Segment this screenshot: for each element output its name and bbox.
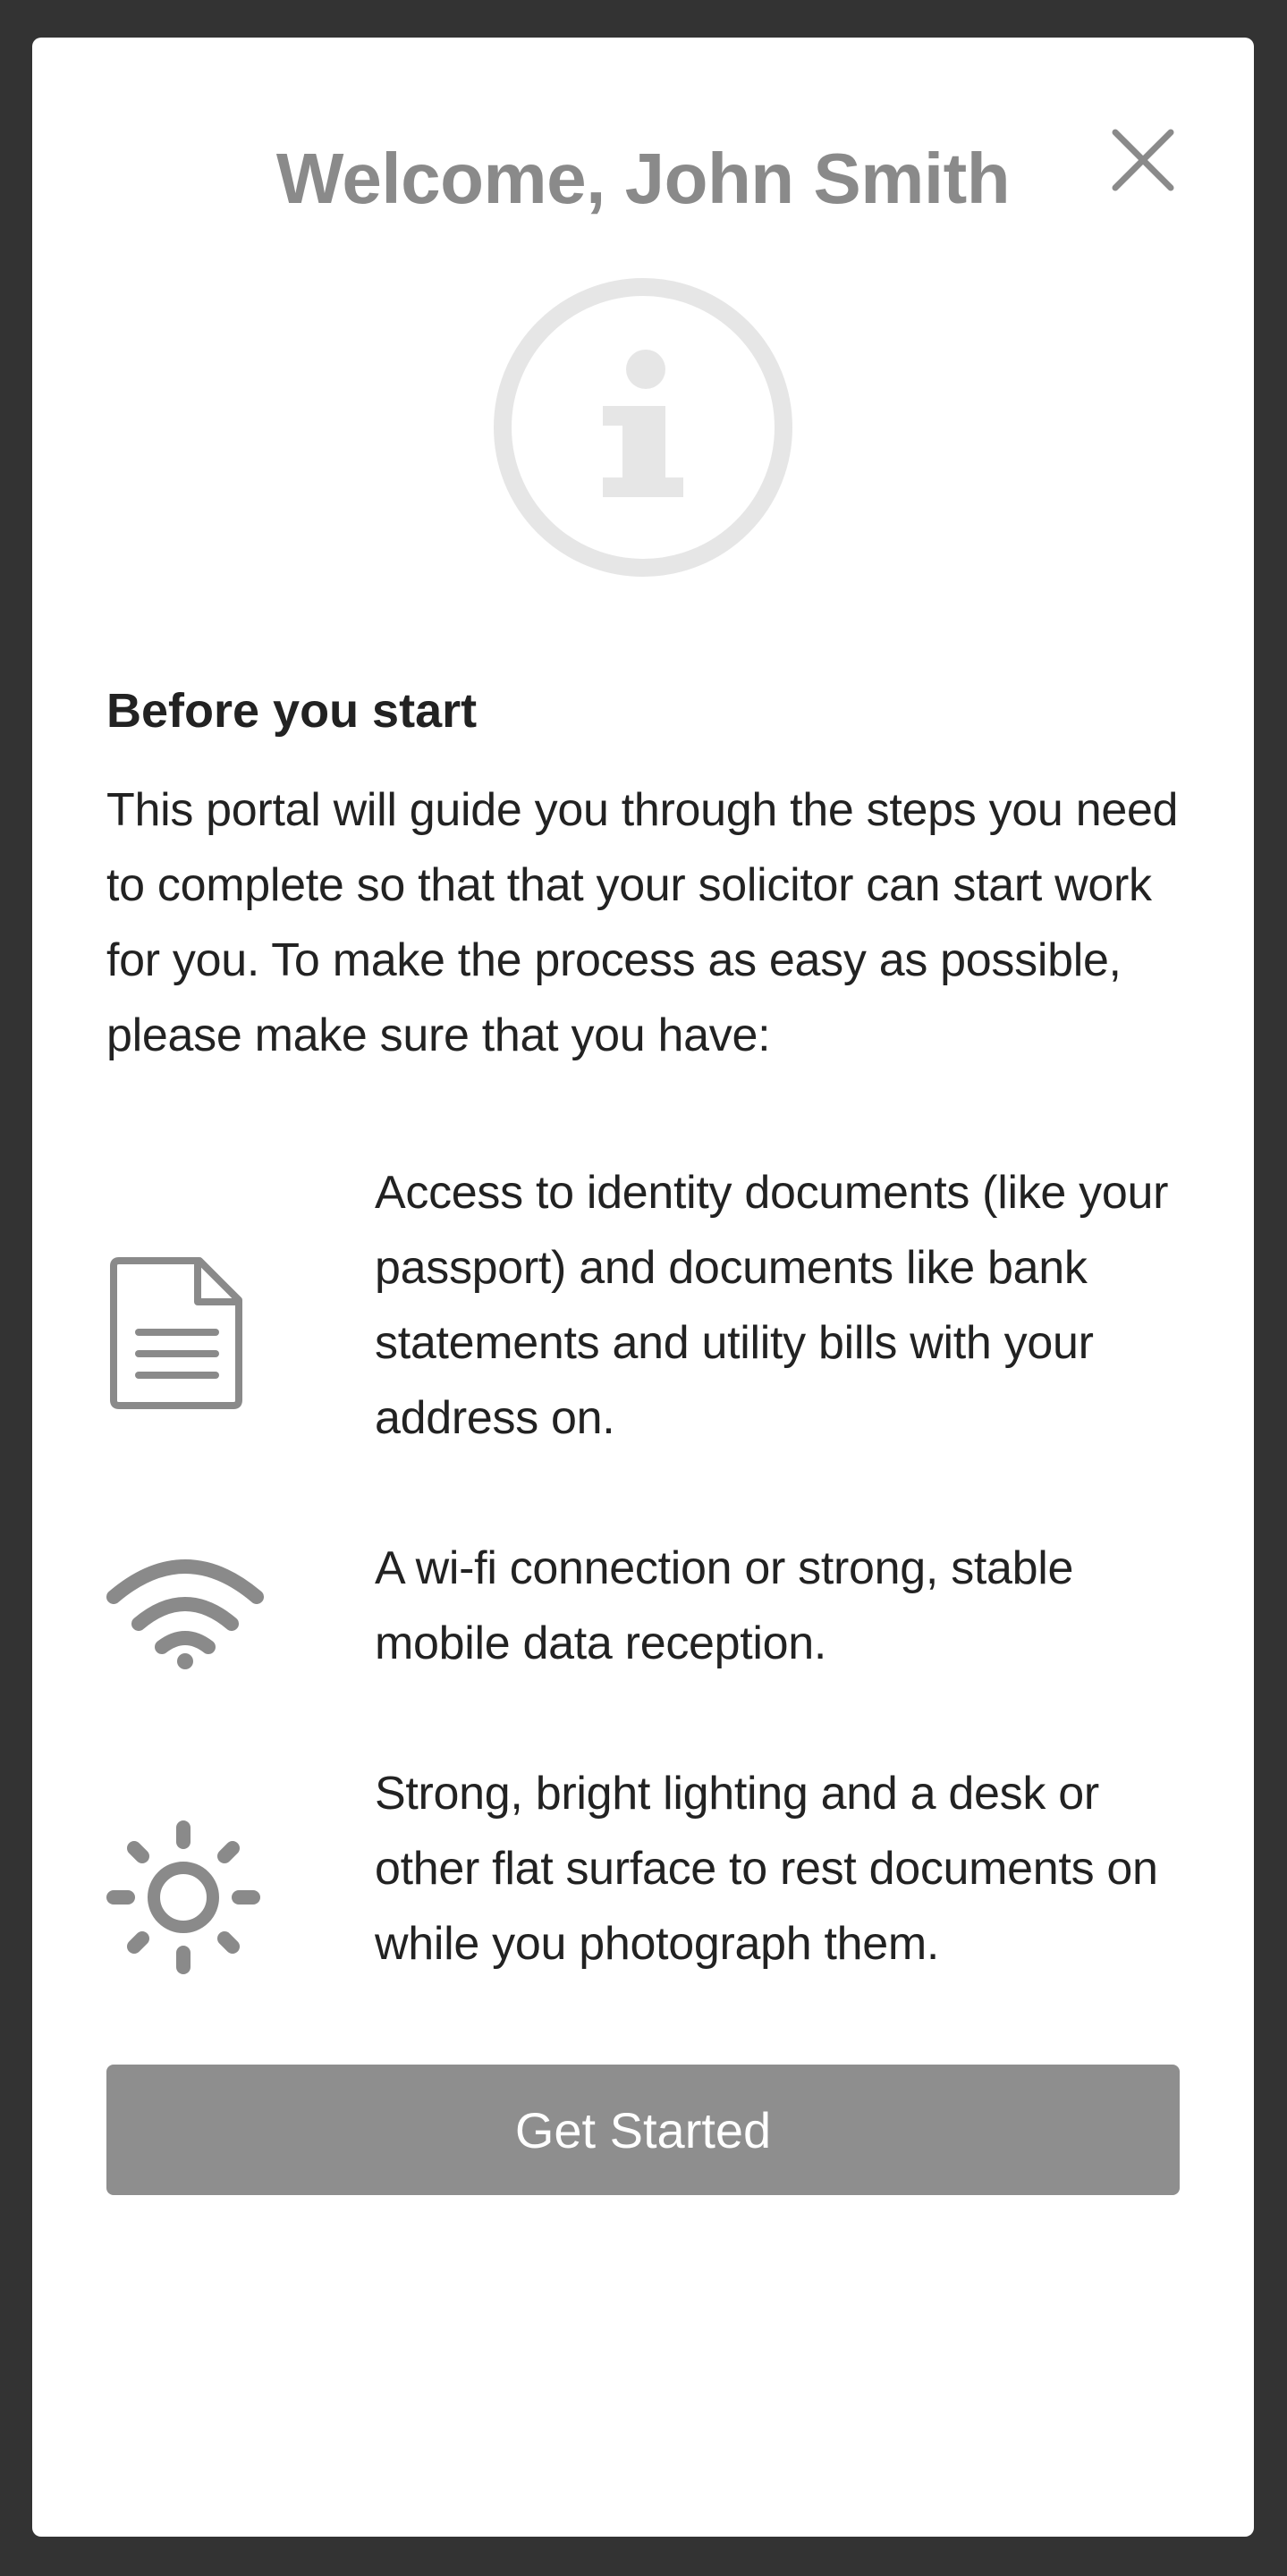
section-heading: Before you start: [106, 684, 478, 738]
info-circle-icon: [491, 275, 795, 579]
get-started-button[interactable]: Get Started: [106, 2065, 1180, 2195]
modal-title: Welcome, John Smith: [275, 139, 1011, 218]
requirement-item-wifi: [106, 1531, 1215, 1701]
requirement-item-documents: [106, 1155, 1215, 1495]
intro-text: This portal will guide you through the steps you need to complete so that that your solicitor can start work for you. To make the process as easy as possible, please make sure that you have:: [106, 784, 1179, 1061]
wifi-icon: [106, 1558, 264, 1670]
requirement-item-lighting: [106, 1756, 1215, 2006]
requirement-text: Access to identity documents (like your passport) and documents like bank statements and utility bills with your address on.: [375, 1167, 1169, 1444]
requirement-text: A wi-fi connection or strong, stable mobile data reception.: [375, 1542, 1074, 1669]
close-icon: [1110, 127, 1176, 193]
welcome-modal: [32, 38, 1254, 2537]
close-button[interactable]: [1110, 127, 1176, 193]
document-icon: [106, 1255, 246, 1409]
requirement-text: Strong, bright lighting and a desk or other flat surface to rest documents on while you photograph them.: [375, 1768, 1158, 1970]
sun-icon: [106, 1820, 260, 1974]
